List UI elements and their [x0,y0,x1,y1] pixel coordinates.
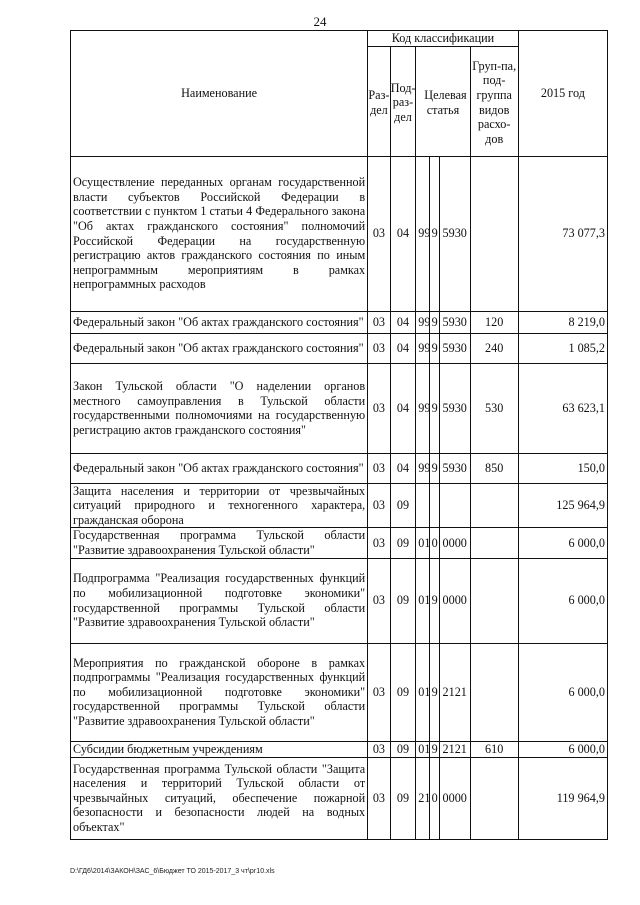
expense-type-code [470,156,518,311]
target-code-direction: 2121 [439,643,470,741]
amount-2015: 150,0 [518,453,607,483]
section-code: 03 [368,333,391,363]
subsection-code: 04 [390,333,416,363]
table-row [71,528,608,558]
header-year: 2015 год [518,31,607,157]
amount-2015: 6 000,0 [518,643,607,741]
target-code-subprogram: 9 [429,558,439,643]
subsection-code: 04 [390,363,416,453]
expense-type-code [470,757,518,839]
row-name: Государственная программа Тульской области "Защита населения и территорий Тульской области от чрезвычайных ситуаций, обеспечение пожарной безопасности и безопасности людей на водных объектах" [71,757,368,839]
target-code-program: 99 [416,363,429,453]
row-name: Мероприятия по гражданской обороне в рамках подпрограммы "Реализация государственных функций по мобилизационной подготовке экономики" государственной программы Тульской области "Развитие здравоохранения Тульской области" [71,643,368,741]
section-code: 03 [368,643,391,741]
table-row [71,453,608,483]
file-path-footer: D:\ГД6\2014\ЗАКОН\ЗАС_6\Бюджет ТО 2015-2017_3 чт\рг10.xls [70,868,275,875]
target-code-direction: 5930 [439,311,470,333]
target-code-subprogram: 0 [429,528,439,558]
table-row [71,333,608,363]
section-code: 03 [368,528,391,558]
target-code-subprogram: 9 [429,741,439,757]
section-code: 03 [368,757,391,839]
subsection-code: 04 [390,311,416,333]
section-code: 03 [368,363,391,453]
table-row [71,311,608,333]
target-code-direction [439,483,470,528]
subsection-code: 09 [390,643,416,741]
table-row [71,558,608,643]
header-target: Целевая статья [416,46,470,156]
section-code: 03 [368,311,391,333]
amount-2015: 1 085,2 [518,333,607,363]
row-name: Государственная программа Тульской области "Развитие здравоохранения Тульской области" [71,528,368,558]
target-code-subprogram: 9 [429,333,439,363]
target-code-direction: 0000 [439,528,470,558]
target-code-subprogram: 9 [429,311,439,333]
target-code-direction: 0000 [439,757,470,839]
target-code-program: 99 [416,453,429,483]
row-name: Федеральный закон "Об актах гражданского состояния" [71,311,368,333]
target-code-subprogram [429,483,439,528]
target-code-program: 99 [416,333,429,363]
target-code-direction: 5930 [439,363,470,453]
target-code-program: 99 [416,156,429,311]
expense-type-code [470,558,518,643]
row-name: Подпрограмма "Реализация государственных функций по мобилизационной подготовке экономики" государственной программы Тульской области "Развитие здравоохранения Тульской области" [71,558,368,643]
amount-2015: 8 219,0 [518,311,607,333]
target-code-program: 01 [416,643,429,741]
expense-type-code: 530 [470,363,518,453]
amount-2015: 6 000,0 [518,528,607,558]
amount-2015: 73 077,3 [518,156,607,311]
target-code-subprogram: 9 [429,453,439,483]
section-code: 03 [368,483,391,528]
target-code-direction: 2121 [439,741,470,757]
row-name: Осуществление переданных органам государственной власти субъектов Российской Федерации в соответствии с пунктом 1 статьи 4 Федерального закона "Об актах гражданского состояния" полномочий Российской Федерации на государственную регистрацию актов гражданского состояния по иным непрограммным мероприятиям в рамках непрограммных расходов [71,156,368,311]
expense-type-code: 850 [470,453,518,483]
subsection-code: 04 [390,453,416,483]
expense-type-code [470,643,518,741]
expense-type-code: 120 [470,311,518,333]
subsection-code: 09 [390,741,416,757]
target-code-direction: 5930 [439,453,470,483]
target-code-program: 01 [416,528,429,558]
row-name: Федеральный закон "Об актах гражданского состояния" [71,453,368,483]
section-code: 03 [368,453,391,483]
target-code-direction: 5930 [439,333,470,363]
target-code-subprogram: 9 [429,363,439,453]
table-row [71,643,608,741]
target-code-program: 01 [416,558,429,643]
subsection-code: 09 [390,483,416,528]
header-section: Раз-дел [368,46,391,156]
target-code-program [416,483,429,528]
table-row [71,741,608,757]
row-name: Закон Тульской области "О наделении органов местного самоуправления в Тульской области государственными полномочиями на государственную регистрацию актов гражданского состояния" [71,363,368,453]
table-row [71,757,608,839]
table-row [71,483,608,528]
target-code-subprogram: 9 [429,643,439,741]
subsection-code: 09 [390,558,416,643]
section-code: 03 [368,558,391,643]
subsection-code: 09 [390,757,416,839]
table-row [71,156,608,311]
target-code-program: 21 [416,757,429,839]
amount-2015: 119 964,9 [518,757,607,839]
subsection-code: 04 [390,156,416,311]
expense-type-code [470,483,518,528]
subsection-code: 09 [390,528,416,558]
target-code-program: 99 [416,311,429,333]
header-classification: Код классификации [368,31,519,47]
amount-2015: 6 000,0 [518,558,607,643]
row-name: Федеральный закон "Об актах гражданского состояния" [71,333,368,363]
row-name: Защита населения и территории от чрезвычайных ситуаций природного и техногенного характера, гражданская оборона [71,483,368,528]
section-code: 03 [368,156,391,311]
target-code-program: 01 [416,741,429,757]
header-name: Наименование [71,31,368,157]
target-code-subprogram: 0 [429,757,439,839]
target-code-direction: 5930 [439,156,470,311]
amount-2015: 63 623,1 [518,363,607,453]
expense-type-code [470,528,518,558]
amount-2015: 125 964,9 [518,483,607,528]
page-number: 24 [313,14,327,29]
target-code-subprogram: 9 [429,156,439,311]
header-group: Груп-па, под-группа видов расхо-дов [470,46,518,156]
expense-type-code: 240 [470,333,518,363]
budget-table [70,30,608,840]
header-subsection: Под-раз-дел [390,46,416,156]
target-code-direction: 0000 [439,558,470,643]
row-name: Субсидии бюджетным учреждениям [71,741,368,757]
table-row [71,363,608,453]
expense-type-code: 610 [470,741,518,757]
section-code: 03 [368,741,391,757]
amount-2015: 6 000,0 [518,741,607,757]
